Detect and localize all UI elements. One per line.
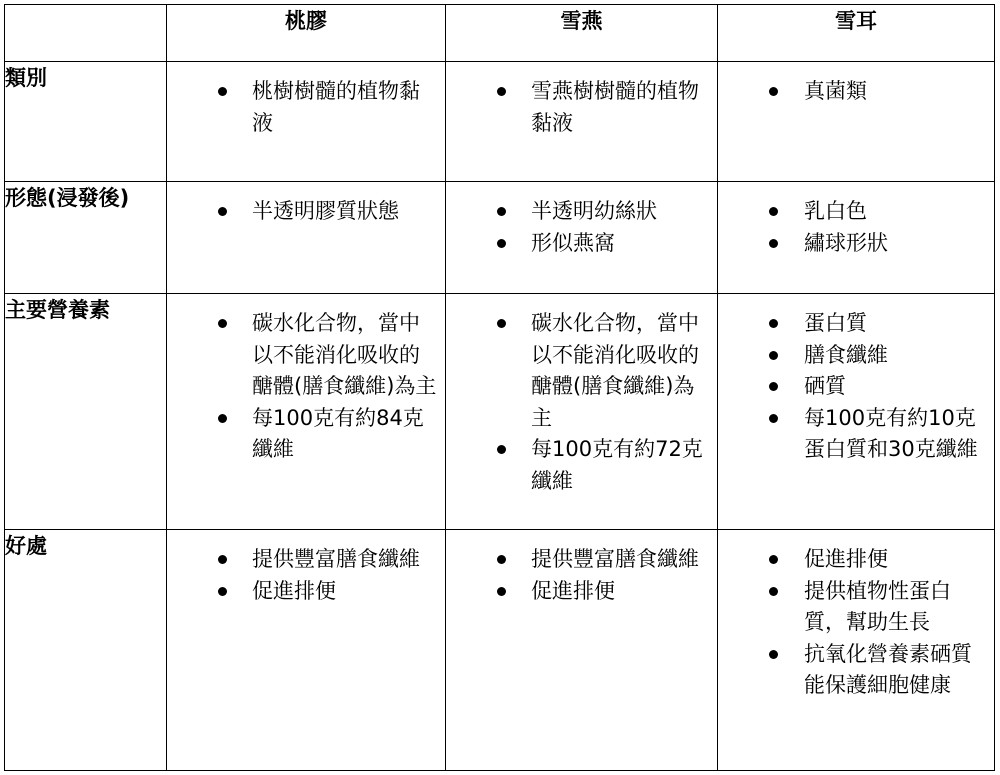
row-label-nutrients: 主要營養素 (5, 294, 167, 530)
bullet-dot-icon (769, 207, 778, 216)
cell-nutrients-3 (718, 294, 995, 530)
bullet-dot-icon (769, 87, 778, 96)
bullet-dot-icon (769, 414, 778, 423)
bullet-dot-icon (769, 351, 778, 360)
list-item (446, 228, 709, 260)
list-item-text: 繡球形狀 (804, 230, 888, 255)
header-row (5, 5, 995, 62)
list-item-text: 抗氧化營養素硒質能保護細胞健康 (804, 641, 972, 697)
bullet-dot-icon (769, 555, 778, 564)
row-label-form: 形態(浸發後) (5, 182, 167, 294)
bullet-list (718, 530, 994, 702)
list-item (446, 576, 709, 608)
list-item-text: 每100克有約84克纖維 (252, 405, 424, 461)
bullet-dot-icon (769, 650, 778, 659)
list-item (167, 196, 437, 228)
list-item (167, 308, 437, 403)
bullet-dot-icon (769, 587, 778, 596)
bullet-list (446, 294, 717, 497)
list-item (718, 639, 986, 702)
list-item (718, 576, 986, 639)
list-item (718, 228, 986, 260)
header-peach-gum: 桃膠 (167, 5, 446, 62)
table-row-benefits (5, 530, 995, 771)
bullet-dot-icon (497, 239, 506, 248)
list-item-text: 雪燕樹樹髓的植物黏液 (531, 79, 699, 135)
header-snow-swallow: 雪燕 (446, 5, 718, 62)
bullet-list (718, 294, 994, 466)
bullet-dot-icon (769, 239, 778, 248)
comparison-table (4, 4, 995, 771)
cell-benefits-1 (167, 530, 446, 771)
list-item-text: 半透明膠質狀態 (252, 199, 399, 223)
bullet-list (446, 530, 717, 607)
cell-category-2 (446, 62, 718, 182)
list-item-text: 碳水化合物，當中以不能消化吸收的醣體(膳食纖維)為主 (531, 311, 699, 430)
list-item (167, 403, 437, 466)
list-item (718, 371, 986, 403)
list-item-text: 乳白色 (804, 199, 867, 223)
bullet-dot-icon (218, 587, 227, 596)
table-row-form (5, 182, 995, 294)
list-item (167, 576, 437, 608)
list-item-text: 形似燕窩 (531, 230, 615, 255)
list-item-text: 桃樹樹髓的植物黏液 (252, 79, 420, 135)
cell-benefits-3 (718, 530, 995, 771)
bullet-dot-icon (497, 319, 506, 328)
bullet-dot-icon (497, 587, 506, 596)
cell-form-2 (446, 182, 718, 294)
list-item (718, 308, 986, 340)
list-item-text: 碳水化合物，當中以不能消化吸收的醣體(膳食纖維)為主 (252, 311, 437, 398)
cell-form-1 (167, 182, 446, 294)
bullet-list (446, 182, 717, 259)
bullet-dot-icon (218, 555, 227, 564)
table-row-category (5, 62, 995, 182)
bullet-dot-icon (218, 207, 227, 216)
cell-category-1 (167, 62, 446, 182)
cell-form-3 (718, 182, 995, 294)
list-item (718, 544, 986, 576)
row-label-benefits: 好處 (5, 530, 167, 771)
list-item (167, 76, 437, 139)
list-item-text: 促進排便 (804, 547, 888, 571)
bullet-list (167, 294, 445, 466)
list-item (718, 403, 986, 466)
list-item-text: 硒質 (804, 374, 846, 398)
bullet-dot-icon (497, 555, 506, 564)
list-item (446, 308, 709, 434)
list-item (167, 544, 437, 576)
bullet-list (718, 62, 994, 108)
list-item (446, 434, 709, 497)
list-item (446, 544, 709, 576)
bullet-dot-icon (769, 382, 778, 391)
bullet-list (167, 530, 445, 607)
cell-nutrients-1 (167, 294, 446, 530)
bullet-list (167, 182, 445, 228)
list-item-text: 每100克有約10克蛋白質和30克纖維 (804, 405, 978, 461)
bullet-dot-icon (497, 207, 506, 216)
cell-nutrients-2 (446, 294, 718, 530)
list-item-text: 促進排便 (252, 578, 336, 603)
table-row-nutrients (5, 294, 995, 530)
bullet-dot-icon (218, 87, 227, 96)
bullet-dot-icon (769, 319, 778, 328)
list-item-text: 提供豐富膳食纖維 (252, 547, 420, 571)
list-item-text: 真菌類 (804, 79, 867, 103)
list-item-text: 膳食纖維 (804, 342, 888, 367)
list-item (718, 76, 986, 108)
list-item-text: 提供豐富膳食纖維 (531, 547, 699, 571)
list-item (446, 76, 709, 139)
bullet-dot-icon (218, 414, 227, 423)
list-item-text: 提供植物性蛋白質，幫助生長 (804, 578, 951, 634)
bullet-list (446, 62, 717, 139)
list-item-text: 每100克有約72克纖維 (531, 437, 703, 493)
header-snow-fungus: 雪耳 (718, 5, 995, 62)
bullet-dot-icon (218, 319, 227, 328)
header-corner-cell (5, 5, 167, 62)
list-item (446, 196, 709, 228)
cell-benefits-2 (446, 530, 718, 771)
list-item (718, 196, 986, 228)
bullet-list (167, 62, 445, 139)
bullet-dot-icon (497, 87, 506, 96)
list-item (718, 340, 986, 372)
cell-category-3 (718, 62, 995, 182)
bullet-list (718, 182, 994, 259)
row-label-category: 類別 (5, 62, 167, 182)
list-item-text: 半透明幼絲狀 (531, 199, 657, 223)
list-item-text: 蛋白質 (804, 311, 867, 335)
list-item-text: 促進排便 (531, 578, 615, 603)
bullet-dot-icon (497, 445, 506, 454)
